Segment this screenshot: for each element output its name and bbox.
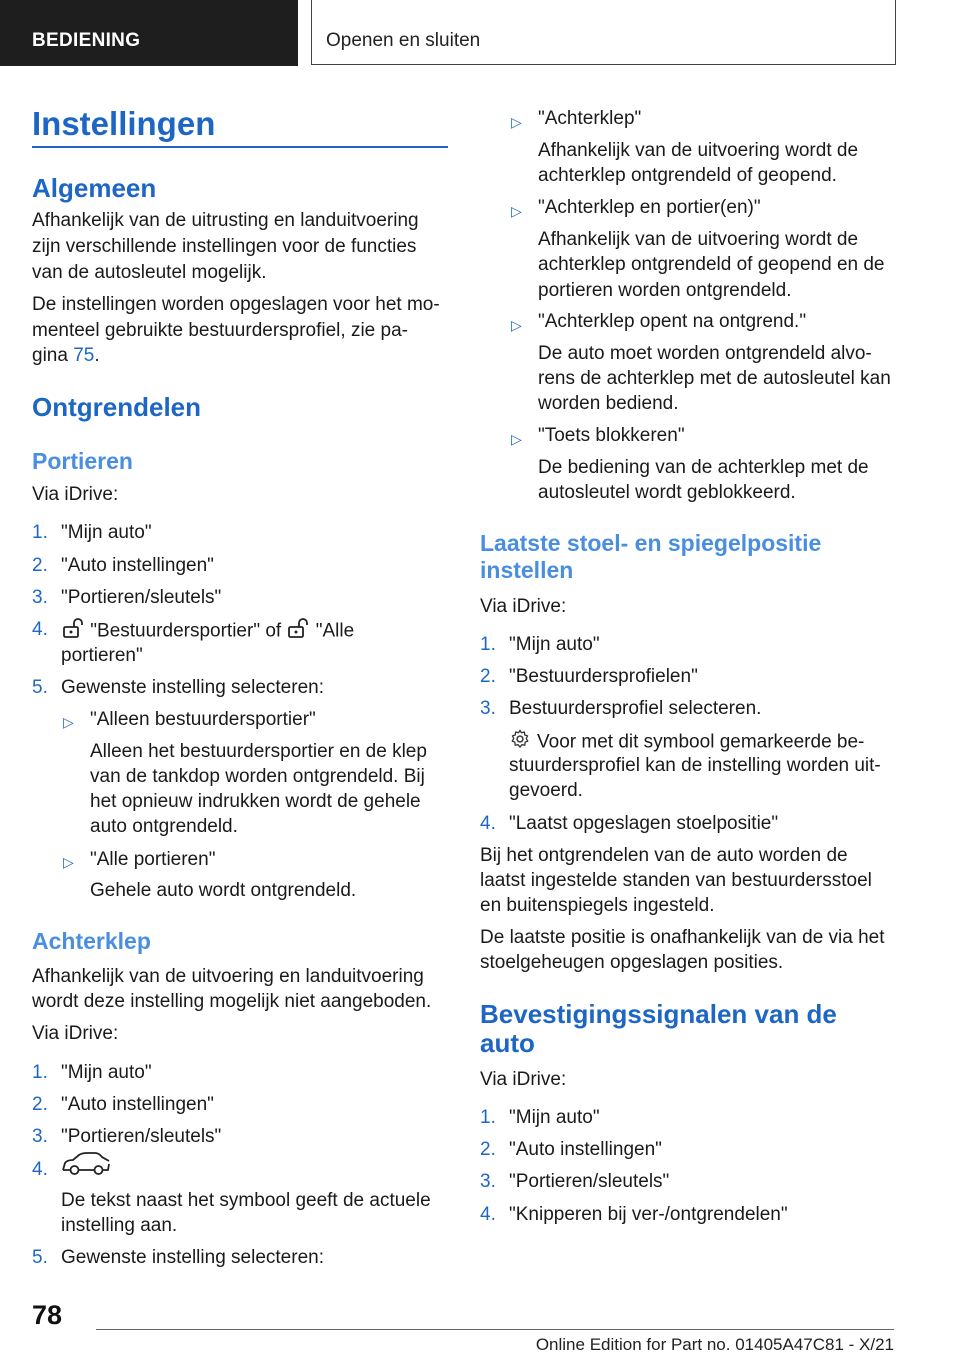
sub-option-desc: De bediening van de achterklep met de <box>538 457 869 478</box>
list-item: Bestuurdersprofiel selecteren. <box>509 698 762 719</box>
stoel-line: laatst ingestelde standen van bestuurdersstoel <box>480 870 872 891</box>
list-item: Gewenste instelling selecteren: <box>61 677 324 698</box>
sub-option-desc: Afhankelijk van de uitvoering wordt de <box>538 229 859 250</box>
list-item <box>61 617 354 646</box>
note-line: stuurdersprofiel kan de instelling worden uit‐ <box>509 755 881 776</box>
section-tab <box>0 0 298 66</box>
list-number: 4. <box>32 1159 48 1180</box>
list-item: "Bestuurdersprofielen" <box>509 666 698 687</box>
list-number: 1. <box>32 1062 48 1083</box>
sub-option-desc: portieren worden ontgrendeld. <box>538 280 792 301</box>
list-item: "Mijn auto" <box>61 522 152 543</box>
heading-ontgrendelen: Ontgrendelen <box>32 392 202 422</box>
list-item-desc: De tekst naast het symbool geeft de actuele <box>61 1190 431 1211</box>
note-text: Voor met dit symbool gemarkeerde be‐ <box>537 731 865 753</box>
via-idrive: Via iDrive: <box>32 484 119 505</box>
edition-text: Online Edition for Part no. 01405A47C81 - X/21 <box>535 1335 894 1354</box>
heading-stoel: Laatste stoel- en spiegelpositie <box>480 530 822 556</box>
option-text: "Bestuurdersportier" of <box>90 620 282 642</box>
triangle-bullet-icon: ▷ <box>511 114 522 130</box>
footer-rule <box>96 1329 894 1330</box>
list-number: 2. <box>32 555 48 576</box>
page-link-75[interactable]: 75 <box>73 345 95 366</box>
algemeen-line: menteel gebruikte bestuurdersprofiel, zie pa‐ <box>32 320 408 341</box>
list-number: 5. <box>32 1247 48 1268</box>
sub-option-desc: autosleutel wordt geblokkeerd. <box>538 482 796 503</box>
triangle-bullet-icon: ▷ <box>63 854 74 870</box>
triangle-bullet-icon: ▷ <box>511 203 522 219</box>
algemeen-line <box>32 343 100 368</box>
algemeen-line: van de autosleutel mogelijk. <box>32 262 267 283</box>
page-title: Instellingen <box>32 105 216 142</box>
list-item: "Mijn auto" <box>509 1107 600 1128</box>
sub-option-desc: Alleen het bestuurdersportier en de klep <box>90 741 427 762</box>
stoel-line: en buitenspiegels ingesteld. <box>480 895 715 916</box>
list-item: "Portieren/sleutels" <box>61 1126 222 1147</box>
list-item: Gewenste instelling selecteren: <box>61 1247 324 1268</box>
page-header <box>0 0 960 66</box>
sub-option: "Achterklep en portier(en)" <box>538 197 761 218</box>
list-number: 4. <box>480 813 496 834</box>
achterklep-line: Afhankelijk van de uitvoering en landuitvoering <box>32 966 424 987</box>
list-number: 1. <box>32 522 48 543</box>
heading-bevestiging: Bevestigingssignalen van de <box>480 999 837 1029</box>
page-footer <box>0 1290 960 1362</box>
list-item: "Laatst opgeslagen stoelpositie" <box>509 813 779 834</box>
sub-option: "Alleen bestuurdersportier" <box>90 709 316 730</box>
via-idrive: Via iDrive: <box>32 1023 119 1044</box>
list-item: "Knipperen bij ver-/ontgrendelen" <box>509 1204 788 1225</box>
stoel-line: stoelgeheugen opgeslagen posities. <box>480 952 784 973</box>
triangle-bullet-icon: ▷ <box>511 431 522 447</box>
section-label: BEDIENING <box>32 30 141 51</box>
list-number: 4. <box>32 619 48 640</box>
list-number: 2. <box>480 666 496 687</box>
option-text: "Alle <box>315 620 355 642</box>
list-item: "Portieren/sleutels" <box>61 587 222 608</box>
list-item-continued: portieren" <box>61 645 143 666</box>
chapter-tab <box>311 0 896 65</box>
chapter-title: Openen en sluiten <box>326 30 481 51</box>
list-item: "Mijn auto" <box>509 634 600 655</box>
stoel-line: De laatste positie is onafhankelijk van de via het <box>480 927 885 948</box>
sub-option-desc: auto ontgrendeld. <box>90 816 238 837</box>
list-number: 3. <box>32 1126 48 1147</box>
list-number: 5. <box>32 677 48 698</box>
unlocked-lock-icon <box>286 617 310 646</box>
list-number: 2. <box>32 1094 48 1115</box>
list-number: 3. <box>480 698 496 719</box>
sub-option: "Achterklep" <box>538 108 642 129</box>
algemeen-line: zijn verschillende instellingen voor de functies <box>32 236 417 257</box>
text-prefix: gina <box>32 345 74 366</box>
list-number: 2. <box>480 1139 496 1160</box>
stoel-line: Bij het ontgrendelen van de auto worden de <box>480 845 848 866</box>
list-item: "Auto instellingen" <box>61 1094 214 1115</box>
title-rule <box>32 146 448 148</box>
sub-option-desc: achterklep ontgrendeld of geopend. <box>538 165 837 186</box>
via-idrive: Via iDrive: <box>480 1069 567 1090</box>
heading-achterklep: Achterklep <box>32 928 151 954</box>
heading-bevestiging: auto <box>480 1028 535 1058</box>
sub-option: "Achterklep opent na ontgrend." <box>538 311 807 332</box>
list-number: 1. <box>480 634 496 655</box>
list-item-desc: instelling aan. <box>61 1215 178 1236</box>
heading-algemeen: Algemeen <box>32 173 157 203</box>
algemeen-line: Afhankelijk van de uitrusting en landuitvoering <box>32 210 419 231</box>
sub-option-desc: De auto moet worden ontgrendeld alvo‐ <box>538 343 872 364</box>
list-number: 1. <box>480 1107 496 1128</box>
sub-option-desc: worden bediend. <box>538 393 679 414</box>
list-number: 4. <box>480 1204 496 1225</box>
list-number: 3. <box>480 1171 496 1192</box>
sub-option: "Alle portieren" <box>90 849 216 870</box>
sub-option-desc: het opnieuw indrukken wordt de gehele <box>90 791 421 812</box>
list-item: "Portieren/sleutels" <box>509 1171 670 1192</box>
achterklep-line: wordt deze instelling mogelijk niet aangeboden. <box>32 991 432 1012</box>
list-number: 3. <box>32 587 48 608</box>
page-number: 78 <box>32 1300 63 1330</box>
list-item: "Auto instellingen" <box>61 555 214 576</box>
sub-option-desc: achterklep ontgrendeld of geopend en de <box>538 254 885 275</box>
list-item: "Mijn auto" <box>61 1062 152 1083</box>
list-item: "Auto instellingen" <box>509 1139 662 1160</box>
sub-option-desc: rens de achterklep met de autosleutel kan <box>538 368 891 389</box>
heading-stoel: instellen <box>480 557 574 583</box>
triangle-bullet-icon: ▷ <box>511 317 522 333</box>
algemeen-line: De instellingen worden opgeslagen voor het mo‐ <box>32 294 440 315</box>
triangle-bullet-icon: ▷ <box>63 714 74 730</box>
car-tailgate-icon <box>61 1150 111 1185</box>
sub-option: "Toets blokkeren" <box>538 425 685 446</box>
unlocked-lock-icon <box>61 617 85 646</box>
note-line: gevoerd. <box>509 780 583 801</box>
sub-option-desc: van de tankdop worden ontgrendeld. Bij <box>90 766 425 787</box>
sub-option-desc: Afhankelijk van de uitvoering wordt de <box>538 140 859 161</box>
via-idrive: Via iDrive: <box>480 596 567 617</box>
text-suffix: . <box>94 345 100 366</box>
heading-portieren: Portieren <box>32 448 133 474</box>
sub-option-desc: Gehele auto wordt ontgrendeld. <box>90 880 357 901</box>
